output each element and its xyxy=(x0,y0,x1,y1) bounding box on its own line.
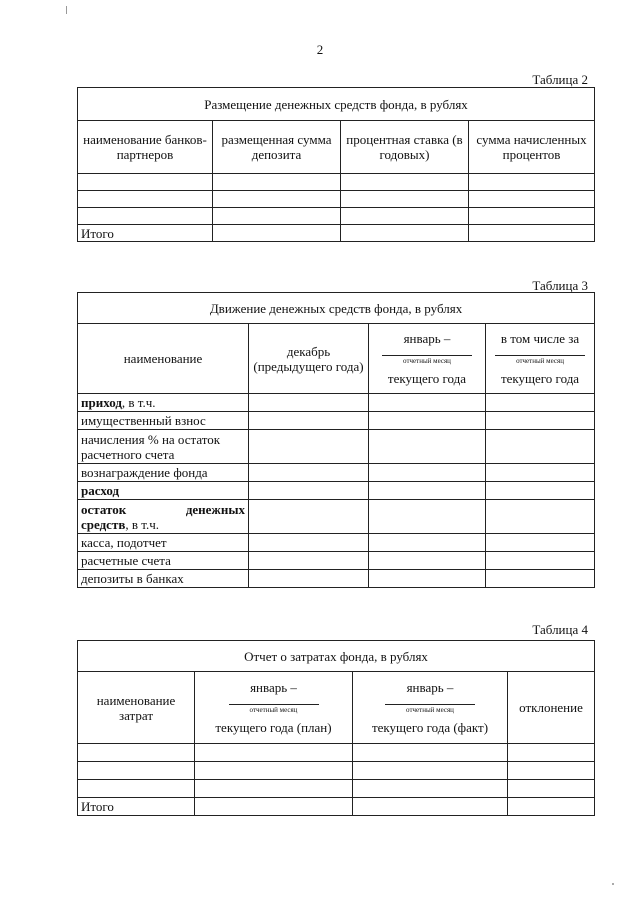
table2-header-banks: наименование банков-партнеров xyxy=(78,121,213,174)
table-row xyxy=(78,482,595,500)
table3-caption: Таблица 3 xyxy=(532,278,588,293)
table-row xyxy=(78,534,595,552)
blank-line xyxy=(385,704,475,705)
row-interest: начисления % на остаток расчетного счета xyxy=(78,430,249,464)
table3-title: Движение денежных средств фонда, в рублях xyxy=(78,293,595,324)
table4-header-fact xyxy=(353,672,508,744)
blank-line xyxy=(495,355,585,356)
table2-total-label: Итого xyxy=(78,225,213,242)
table4-title: Отчет о затратах фонда, в рублях xyxy=(78,641,595,672)
table4-header-name: наименование затрат xyxy=(78,672,195,744)
table-row xyxy=(78,394,595,412)
january-label: январь – xyxy=(406,680,454,695)
table4-header-plan xyxy=(195,672,353,744)
table2-header-rate: процентная ставка (в годовых) xyxy=(341,121,469,174)
table-row xyxy=(78,570,595,588)
table-row xyxy=(78,500,595,534)
table3-header-including xyxy=(486,324,595,394)
reporting-month-label: отчетный месяц xyxy=(516,357,564,365)
table2-title: Размещение денежных средств фонда, в рублях xyxy=(78,88,595,121)
table4-total-label: Итого xyxy=(78,798,195,816)
fact-year-label: текущего года (факт) xyxy=(371,720,489,735)
row-accounts: расчетные счета xyxy=(78,552,249,570)
table4-caption: Таблица 4 xyxy=(532,622,588,637)
current-year-label: текущего года xyxy=(387,371,467,386)
table4 xyxy=(77,640,595,816)
reporting-month-label: отчетный месяц xyxy=(249,706,298,714)
table-row xyxy=(78,762,595,780)
table-row xyxy=(78,174,595,191)
table4-header-deviation: отклонение xyxy=(508,672,595,744)
table-row xyxy=(78,191,595,208)
january-label: январь – xyxy=(250,680,297,695)
page-number: 2 xyxy=(316,42,324,57)
reporting-month-label: отчетный месяц xyxy=(403,357,451,365)
table-row xyxy=(78,780,595,798)
reporting-month-label: отчетный месяц xyxy=(406,706,454,714)
row-income: приход, в т.ч. xyxy=(78,394,249,412)
table2 xyxy=(77,87,595,242)
table2-header-deposit: размещенная сумма депозита xyxy=(213,121,341,174)
table-row xyxy=(78,208,595,225)
table2-header-interest: сумма начисленных процентов xyxy=(469,121,595,174)
row-deposits: депозиты в банках xyxy=(78,570,249,588)
table-row xyxy=(78,464,595,482)
plan-year-label: текущего года (план) xyxy=(215,720,332,735)
table3-header-december: декабрь (предыдущего года) xyxy=(249,324,369,394)
table3-header-name: наименование xyxy=(78,324,249,394)
row-reward: вознаграждение фонда xyxy=(78,464,249,482)
row-cash: касса, подотчет xyxy=(78,534,249,552)
table-row xyxy=(78,798,595,816)
table3 xyxy=(77,292,595,588)
blank-line xyxy=(229,704,319,705)
row-property-fee: имущественный взнос xyxy=(78,412,249,430)
including-label: в том числе за xyxy=(500,331,580,346)
table-row xyxy=(78,552,595,570)
table2-caption: Таблица 2 xyxy=(532,72,588,87)
scan-dot xyxy=(612,883,614,885)
blank-line xyxy=(382,355,472,356)
current-year-label: текущего года xyxy=(500,371,580,386)
table3-header-january xyxy=(369,324,486,394)
january-label: январь – xyxy=(403,331,451,346)
table-row xyxy=(78,430,595,464)
table-row xyxy=(78,744,595,762)
row-expense: расход xyxy=(78,482,249,500)
row-balance: остаток денежных средств, в т.ч. xyxy=(78,500,249,534)
table-row xyxy=(78,225,595,242)
scan-mark xyxy=(66,6,67,14)
table-row xyxy=(78,412,595,430)
